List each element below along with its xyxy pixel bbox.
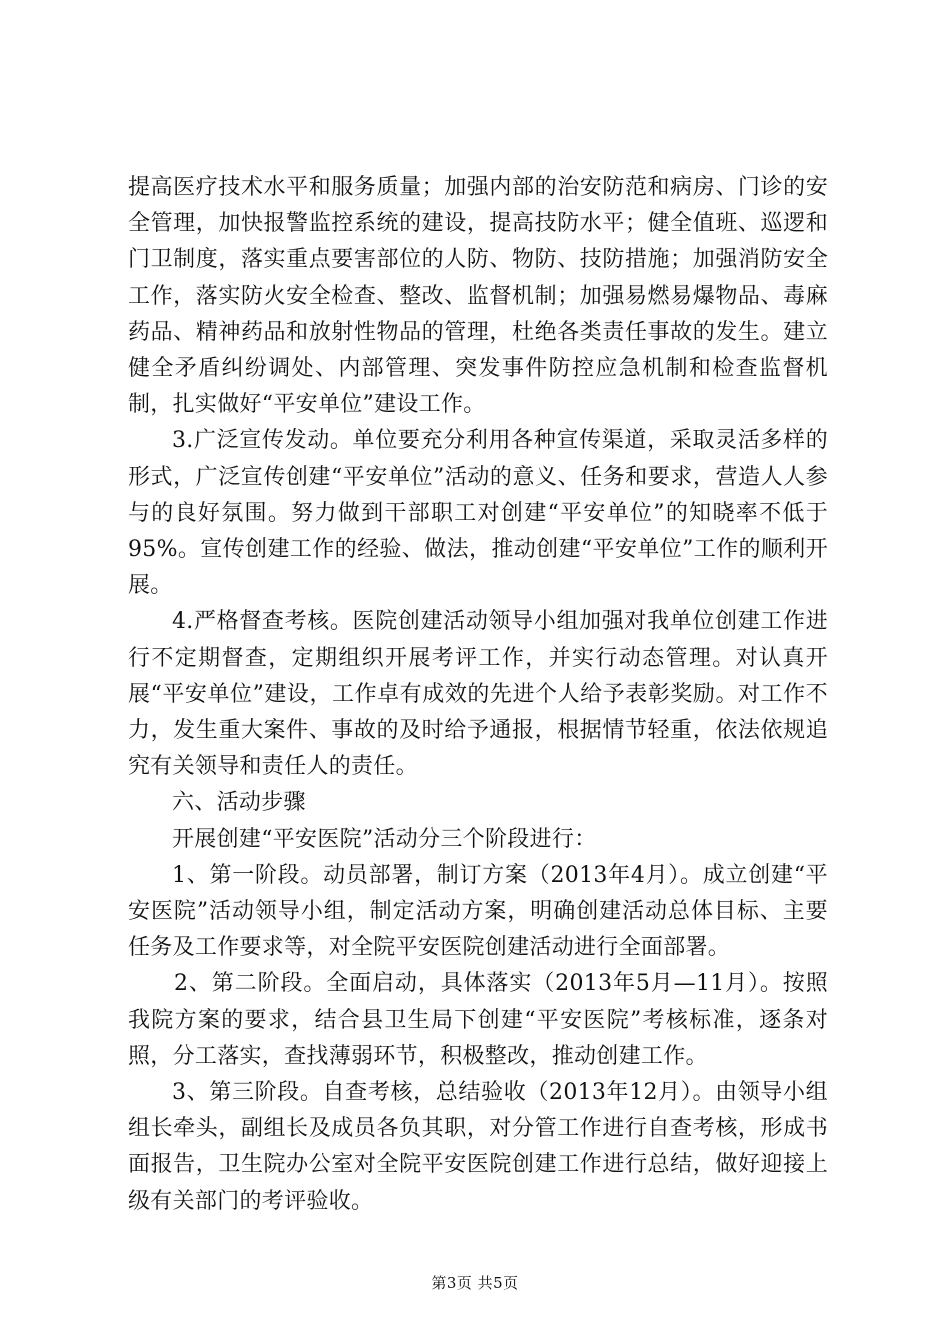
paragraph-stage-one: 1、第一阶段。动员部署，制订方案（2013年4月）。成立创建“平安医院”活动领导小组，制定活动方案，明确创建活动总体目标、主要任务及工作要求等，对全院平安医院创建活动进行全面部署。 [128,862,828,961]
paragraph-stage-two: 2、第二阶段。全面启动，具体落实（2013年5月—11月）。按照我院方案的要求，结合县卫生局下创建“平安医院”考核标准，逐条对照，分工落实，查找薄弱环节，积极整改，推动创建工作。 [128,971,828,1069]
paragraph-steps-intro: 开展创建“平安医院”活动分三个阶段进行： [172,826,597,852]
paragraph-continued: 提高医疗技术水平和服务质量；加强内部的治安防范和病房、门诊的安全管理，加快报警监控系统的建设，提高技防水平；健全值班、巡逻和门卫制度，落实重点要害部位的人防、物防、技防措施；加强消防安全工作，落实防火安全检查、整改、监督机制；加强易燃易爆物品、毒麻药品、精神药品和放射性物品的管理，杜绝各类责任事故的发生。建立健全矛盾纠纷调处、内部管理、突发事件防控应急机制和检查监督机制，扎实做好“平安单位”建设工作。 [128,175,828,418]
document-body [128,170,828,1220]
paragraph-stage-three: 3、第三阶段。自查考核，总结验收（2013年12月）。由领导小组组长牵头，副组长及成员各负其职，对分管工作进行自查考核，形成书面报告，卫生院办公室对全院平安医院创建工作进行总结，做好迎接上级有关部门的考评验收。 [128,1080,828,1214]
paragraph-publicity: 3.广泛宣传发动。单位要充分利用各种宣传渠道，采取灵活多样的形式，广泛宣传创建“平安单位”活动的意义、任务和要求，营造人人参与的良好氛围。努力做到干部职工对创建“平安单位”的知晓率不低于95%。宣传创建工作的经验、做法，推动创建“平安单位”工作的顺利开展。 [128,428,828,599]
page-footer [0,1272,950,1293]
page-number-label: 第3页 共5页 [431,1274,519,1292]
paragraph-inspection: 4.严格督查考核。医院创建活动领导小组加强对我单位创建工作进行不定期督查，定期组织开展考评工作，并实行动态管理。对认真开展“平安单位”建设，工作卓有成效的先进个人给予表彰奖励。对工作不力，发生重大案件、事故的及时给予通报，根据情节轻重，依法依规追究有关领导和责任人的责任。 [128,609,828,780]
section-heading-steps: 六、活动步骤 [172,790,306,816]
